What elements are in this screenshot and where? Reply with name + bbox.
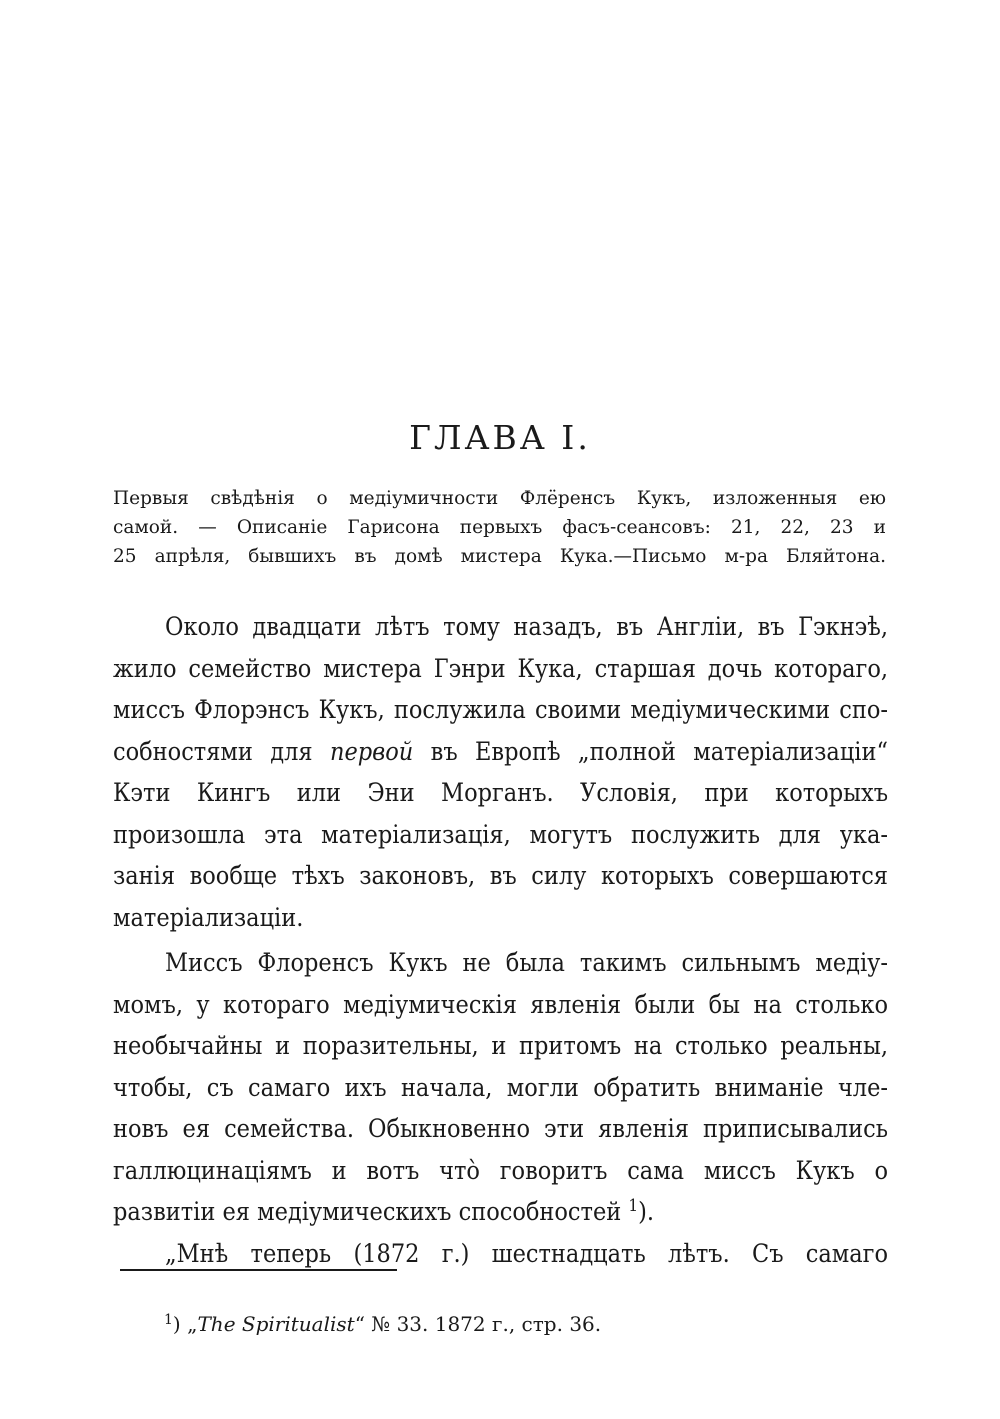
paragraph-1-text: въ Европѣ „полной матеріализаціи“ [430,736,888,766]
paragraph-2-text: развитіи ея медіумическихъ способностей [113,1197,622,1226]
summary-line: Первыя свѣдѣнія о медіумичности Флёренсъ Кукъ, изложенныя ею [113,488,886,509]
paragraph-1-text: собностями для [113,736,313,766]
paragraph-2-line: Миссъ Флоренсъ Кукъ не была такимъ сильнымъ медіу- [165,948,888,977]
footnote-marker-close: ) [172,1312,181,1336]
paragraph-1-line: занія вообще тѣхъ законовъ, въ силу которыхъ совершаются [113,861,888,890]
paragraph-2-line: чтобы, съ самаго ихъ начала, могли обратить вниманіе чле- [113,1072,888,1102]
paragraph-2-line: необычайны и поразительны, и притомъ на столько реальны, [113,1031,888,1060]
emphasized-word: первой [329,736,414,766]
paragraph-1-line: жило семейство мистера Гэнри Кука, старшая дочь котораго, [113,653,888,683]
chapter-summary [113,484,886,571]
footnote-details: № 33. 1872 г., стр. 36. [371,1312,602,1336]
paragraph-1-line: матеріализаціи. [113,902,304,932]
footnote-open-quote: „ [187,1312,198,1336]
footnote-marker: 1 [164,1312,173,1328]
paragraph-1-line: произошла эта матеріализація, могутъ послужить для ука- [113,819,888,849]
paragraph-2-line: новъ ея семейства. Обыкновенно эти явленія приписывались [113,1114,888,1143]
footnote-source-title: The Spiritualist [197,1312,355,1336]
paragraph-2-line: момъ, у котораго медіумическія явленія были бы на столько [113,989,888,1019]
footnote [164,1312,601,1336]
paragraph-1-line: Около двадцати лѣтъ тому назадъ, въ Англіи, въ Гэкнэѣ, [165,612,888,641]
paragraph-2-line [113,1191,888,1233]
paragraph-3-line: „Мнѣ теперь (1872 г.) шестнадцать лѣтъ. Съ самаго [165,1238,888,1268]
paragraph-1-line: миссъ Флорэнсъ Кукъ, послужила своими медіумическими спо- [113,695,888,724]
footnote-close-quote: “ [354,1312,365,1336]
footnote-divider [120,1269,397,1271]
paragraph-2-line: галлюцинаціямъ и вотъ что̀ говоритъ сама миссъ Кукъ о [113,1155,888,1185]
paragraph-1-line: Кэти Кингъ или Эни Морганъ. Условія, при которыхъ [113,778,888,807]
chapter-title: ГЛАВА I. [409,418,591,457]
footnote-reference: 1 [628,1196,639,1216]
summary-line: самой. — Описаніе Гарисона первыхъ фасъ-сеансовъ: 21, 22, 23 и [113,517,886,538]
paragraph-2-text: ). [638,1197,655,1226]
summary-line: 25 апрѣля, бывшихъ въ домѣ мистера Кука.—Письмо м-ра Бляйтона. [113,546,886,567]
paragraph-1-line [113,731,888,773]
body-text [113,606,888,1274]
